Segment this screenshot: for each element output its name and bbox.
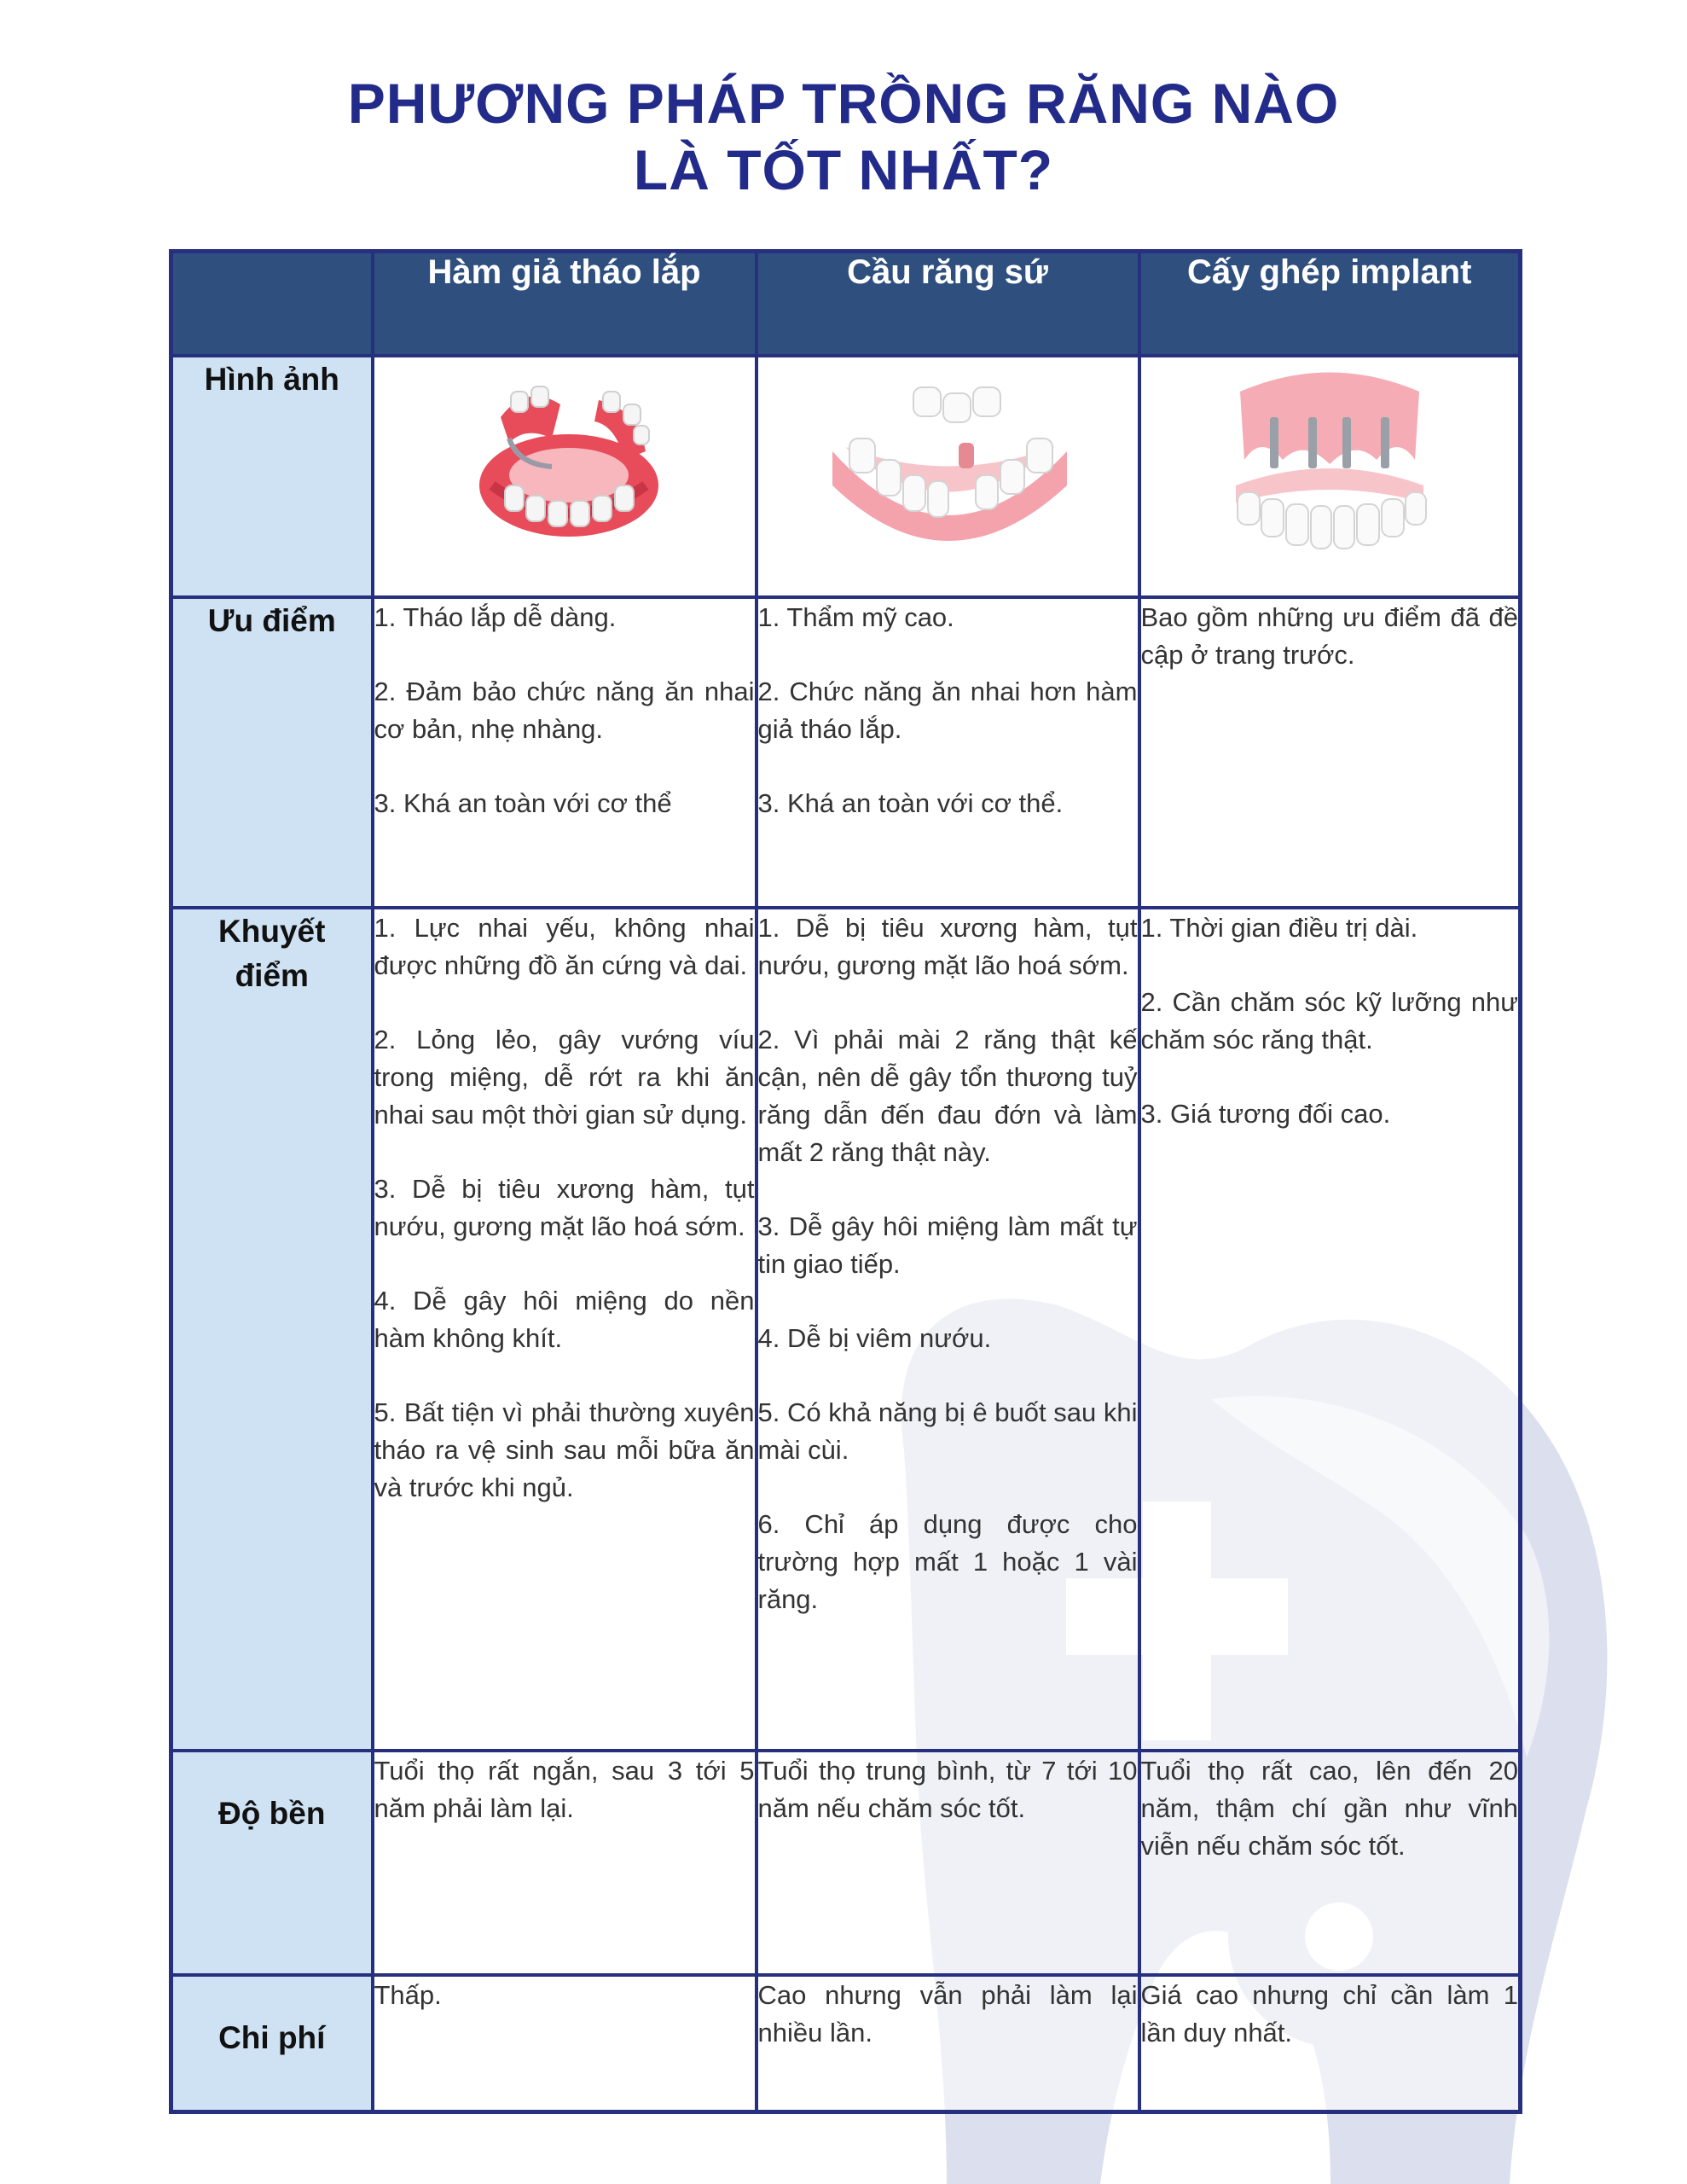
- row-label-cost: Chi phí: [171, 1975, 373, 2112]
- pros-bridge-item: 2. Chức năng ăn nhai hơn hàm giả tháo lắp.: [757, 677, 1138, 745]
- cons-bridge-item: 5. Có khả năng bị ê buốt sau khi mài cùi.: [757, 1397, 1138, 1465]
- cons-implant-item: 2. Cần chăm sóc kỹ lưỡng như chăm sóc răng thật.: [1140, 986, 1518, 1054]
- row-label-cons-line-2: điểm: [235, 957, 309, 993]
- column-header-implant: Cấy ghép implant: [1139, 252, 1521, 357]
- cons-bridge-item: 2. Vì phải mài 2 răng thật kế cận, nên dễ gây tổn thương tuỷ răng dẫn đến đau đớn và làm mất 2 răng thật này.: [757, 1024, 1138, 1167]
- pros-implant-cell: [1139, 597, 1521, 907]
- pros-bridge-item: 3. Khá an toàn với cơ thể.: [757, 788, 1064, 819]
- denture-image-cell: [373, 356, 757, 597]
- cons-bridge-item: 6. Chỉ áp dụng được cho trường hợp mất 1 hoặc 1 vài răng.: [757, 1508, 1138, 1614]
- cons-implant-item: 1. Thời gian điều trị dài.: [1140, 912, 1418, 943]
- dental-bridge-illustration-icon: [815, 357, 1080, 554]
- pros-denture-item: 3. Khá an toàn với cơ thể: [374, 788, 672, 819]
- removable-denture-illustration-icon: [458, 357, 671, 554]
- pros-bridge-cell: [757, 597, 1139, 907]
- pros-bridge-item: 1. Thẩm mỹ cao.: [757, 602, 954, 633]
- cost-implant-cell: Giá cao nhưng chỉ cần làm 1 lần duy nhất.: [1139, 1975, 1521, 2112]
- header-corner-cell: [171, 252, 373, 357]
- implant-denture-illustration-icon: [1219, 357, 1441, 562]
- pros-denture-cell: [373, 597, 757, 907]
- cons-denture-item: 1. Lực nhai yếu, không nhai được những đồ ăn cứng và dai.: [374, 912, 755, 980]
- column-header-denture: Hàm giả tháo lắp: [373, 252, 757, 357]
- header-row: [171, 252, 1521, 357]
- durability-row: [171, 1751, 1521, 1975]
- durability-denture-cell: Tuổi thọ rất ngắn, sau 3 tới 5 năm phải làm lại.: [373, 1751, 757, 1975]
- cons-denture-item: 4. Dễ gây hôi miệng do nền hàm không khít.: [374, 1285, 755, 1353]
- row-label-image: Hình ảnh: [171, 356, 373, 597]
- pros-row: [171, 597, 1521, 907]
- pros-denture-item: 2. Đảm bảo chức năng ăn nhai cơ bản, nhẹ nhàng.: [374, 677, 755, 745]
- column-header-bridge: Cầu răng sứ: [757, 252, 1139, 357]
- row-label-cons: [171, 908, 373, 1751]
- pros-denture-item: 1. Tháo lắp dễ dàng.: [374, 602, 617, 633]
- page-title-line-2: LÀ TỐT NHẤT?: [633, 138, 1054, 201]
- cons-bridge-item: 4. Dễ bị viêm nướu.: [757, 1322, 992, 1353]
- cons-implant-cell: [1139, 908, 1521, 1751]
- page-title-line-1: PHƯƠNG PHÁP TRỒNG RĂNG NÀO: [347, 72, 1340, 135]
- image-row: [171, 356, 1521, 597]
- cons-bridge-cell: [757, 908, 1139, 1751]
- cons-denture-item: 3. Dễ bị tiêu xương hàm, tụt nướu, gương mặt lão hoá sớm.: [374, 1173, 755, 1241]
- cons-denture-cell: [373, 908, 757, 1751]
- cons-row: [171, 908, 1521, 1751]
- row-label-durability: Độ bền: [171, 1751, 373, 1975]
- cons-implant-item: 3. Giá tương đối cao.: [1140, 1098, 1391, 1129]
- row-label-cons-line-1: Khuyết: [218, 913, 326, 949]
- implant-image-cell: [1139, 356, 1521, 597]
- comparison-table: [169, 249, 1522, 2114]
- durability-bridge-cell: Tuổi thọ trung bình, từ 7 tới 10 năm nếu chăm sóc tốt.: [757, 1751, 1139, 1975]
- cons-denture-item: 5. Bất tiện vì phải thường xuyên tháo ra vệ sinh sau mỗi bữa ăn và trước khi ngủ.: [374, 1397, 755, 1502]
- cons-bridge-item: 3. Dễ gây hôi miệng làm mất tự tin giao tiếp.: [757, 1211, 1138, 1279]
- cost-denture-cell: Thấp.: [373, 1975, 757, 2112]
- pros-implant-item: Bao gồm những ưu điểm đã đề cập ở trang trước.: [1140, 602, 1518, 671]
- bridge-image-cell: [757, 356, 1139, 597]
- durability-implant-cell: Tuổi thọ rất cao, lên đến 20 năm, thậm chí gần như vĩnh viễn nếu chăm sóc tốt.: [1139, 1751, 1521, 1975]
- cost-bridge-cell: Cao nhưng vẫn phải làm lại nhiều lần.: [757, 1975, 1139, 2112]
- cons-denture-item: 2. Lỏng lẻo, gây vướng víu trong miệng, dễ rớt ra khi ăn nhai sau một thời gian sử dụng.: [374, 1024, 755, 1130]
- row-label-pros: Ưu điểm: [171, 597, 373, 907]
- cost-row: [171, 1975, 1521, 2112]
- cons-bridge-item: 1. Dễ bị tiêu xương hàm, tụt nướu, gương mặt lão hoá sớm.: [757, 912, 1138, 980]
- page-title: [0, 70, 1687, 203]
